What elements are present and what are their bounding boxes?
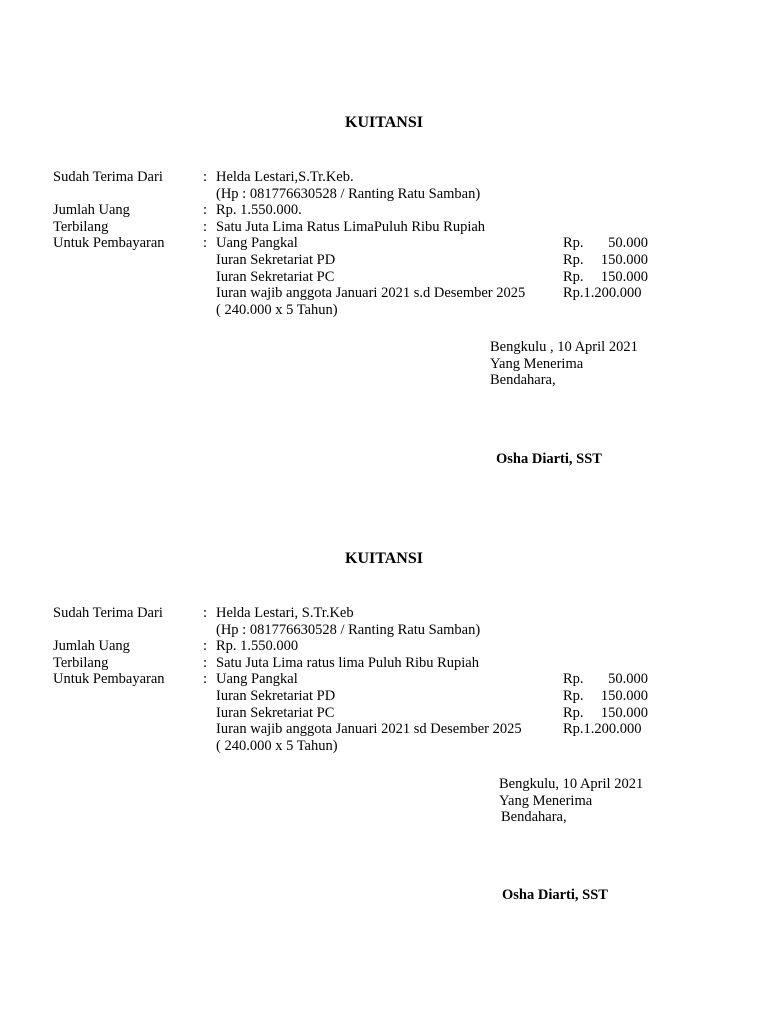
received-from-detail: (Hp : 081776630528 / Ranting Ratu Samban) (216, 621, 481, 638)
receipt-details (53, 605, 713, 754)
colon: : (203, 202, 208, 219)
amount-row (53, 202, 713, 219)
payment-item-amount: Rp.1.200.000 (563, 721, 642, 738)
received-from-row (53, 605, 713, 622)
signer-name: Osha Diarti, SST (502, 887, 608, 903)
place-date: Bengkulu, 10 April 2021 (499, 776, 644, 792)
payment-label: Untuk Pembayaran (53, 671, 165, 688)
payment-note: ( 240.000 x 5 Tahun) (216, 737, 338, 754)
in-words-row (53, 219, 713, 236)
payment-item-row (53, 252, 713, 269)
payment-item-amount: 150.000 (600, 251, 648, 268)
payment-item-currency: Rp. (563, 268, 584, 285)
received-from-label: Sudah Terima Dari (53, 605, 163, 621)
payment-item-currency: Rp. (563, 235, 584, 252)
payment-note-row (53, 302, 713, 319)
payment-item-amount: 150.000 (600, 687, 648, 704)
amount-label: Jumlah Uang (53, 638, 130, 655)
payment-item-currency: Rp. (563, 671, 584, 688)
in-words-label: Terbilang (53, 218, 109, 235)
payment-row (53, 235, 713, 252)
payment-item-desc: Iuran Sekretariat PC (216, 704, 335, 721)
payment-label: Untuk Pembayaran (53, 235, 165, 252)
position-label: Bendahara, (501, 809, 567, 826)
payment-item-row (53, 721, 713, 738)
payment-item-desc: Iuran wajib anggota Januari 2021 sd Desember 2025 (216, 721, 522, 738)
payment-note-row (53, 738, 713, 755)
received-from-name: Helda Lestari, S.Tr.Keb (216, 605, 354, 621)
in-words-value: Satu Juta Lima Ratus LimaPuluh Ribu Rupiah (216, 218, 486, 235)
receipt-1 (0, 114, 768, 534)
payment-item-desc: Iuran wajib anggota Januari 2021 s.d Desember 2025 (216, 285, 526, 302)
payment-item-row (53, 688, 713, 705)
colon: : (203, 638, 208, 655)
amount-label: Jumlah Uang (53, 202, 130, 219)
payment-item-currency: Rp. (563, 687, 584, 704)
payment-note: ( 240.000 x 5 Tahun) (216, 301, 338, 318)
colon: : (203, 218, 208, 235)
signer-name: Osha Diarti, SST (496, 451, 602, 467)
colon: : (203, 235, 208, 252)
in-words-label: Terbilang (53, 654, 109, 671)
position-label: Bendahara, (490, 372, 556, 389)
receipt-2 (0, 550, 768, 970)
receipt-details (53, 169, 713, 318)
signature-block (499, 776, 643, 826)
payment-item-amount: 50.000 (608, 235, 648, 252)
payment-item-desc: Uang Pangkal (216, 671, 298, 688)
payment-item-row (53, 705, 713, 722)
received-from-detail-row (53, 622, 713, 639)
received-from-row (53, 169, 713, 186)
received-from-detail-row (53, 186, 713, 203)
payment-item-row (53, 285, 713, 302)
receipt-title: KUITANSI (345, 550, 423, 567)
payment-item-amount: 50.000 (608, 671, 648, 688)
colon: : (203, 169, 208, 185)
receipt-title: KUITANSI (345, 114, 423, 131)
payment-item-currency: Rp. (563, 704, 584, 721)
colon: : (203, 671, 208, 688)
colon: : (203, 605, 208, 621)
place-date: Bengkulu , 10 April 2021 (490, 339, 638, 355)
received-from-name: Helda Lestari,S.Tr.Keb. (216, 169, 354, 185)
payment-item-amount: 150.000 (600, 268, 648, 285)
in-words-row (53, 655, 713, 672)
payment-item-currency: Rp. (563, 251, 584, 268)
payment-item-row (53, 269, 713, 286)
payment-item-amount: Rp.1.200.000 (563, 285, 642, 302)
colon: : (203, 654, 208, 671)
amount-row (53, 638, 713, 655)
receiver-role: Yang Menerima (490, 355, 584, 372)
amount-value: Rp. 1.550.000. (216, 202, 302, 219)
payment-item-amount: 150.000 (600, 704, 648, 721)
signature-block (490, 339, 638, 389)
payment-item-desc: Uang Pangkal (216, 235, 298, 252)
in-words-value: Satu Juta Lima ratus lima Puluh Ribu Rupiah (216, 654, 479, 671)
receiver-role: Yang Menerima (499, 792, 593, 809)
amount-value: Rp. 1.550.000 (216, 638, 299, 655)
payment-item-desc: Iuran Sekretariat PC (216, 268, 335, 285)
payment-item-desc: Iuran Sekretariat PD (216, 251, 336, 268)
payment-item-desc: Iuran Sekretariat PD (216, 687, 336, 704)
received-from-label: Sudah Terima Dari (53, 169, 163, 185)
received-from-detail: (Hp : 081776630528 / Ranting Ratu Samban) (216, 185, 481, 202)
payment-row (53, 671, 713, 688)
